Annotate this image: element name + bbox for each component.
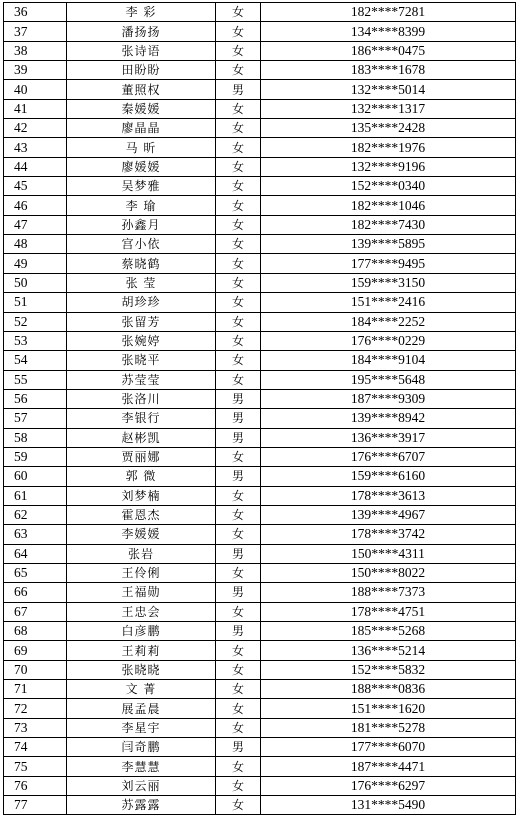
- phone-cell: 182****7430: [261, 215, 516, 234]
- gender-cell: 女: [216, 641, 261, 660]
- row-number-cell: 37: [4, 22, 67, 41]
- row-number-cell: 75: [4, 757, 67, 776]
- name-cell: 王福勋: [67, 583, 216, 602]
- table-row: [4, 293, 516, 312]
- table-row: [4, 22, 516, 41]
- table-row: [4, 138, 516, 157]
- gender-cell: 男: [216, 389, 261, 408]
- name-cell: 张晓晓: [67, 660, 216, 679]
- gender-cell: 女: [216, 757, 261, 776]
- table-row: [4, 196, 516, 215]
- row-number-cell: 73: [4, 718, 67, 737]
- row-number-cell: 46: [4, 196, 67, 215]
- gender-cell: 男: [216, 409, 261, 428]
- name-cell: 李银行: [67, 409, 216, 428]
- gender-cell: 女: [216, 177, 261, 196]
- gender-cell: 女: [216, 215, 261, 234]
- gender-cell: 女: [216, 138, 261, 157]
- gender-cell: 女: [216, 563, 261, 582]
- name-cell: 苏露露: [67, 796, 216, 815]
- name-cell: 闫奇鹏: [67, 738, 216, 757]
- roster-table-body: [4, 3, 516, 815]
- table-row: [4, 699, 516, 718]
- table-row: [4, 718, 516, 737]
- name-cell: 廖媛媛: [67, 157, 216, 176]
- table-row: [4, 583, 516, 602]
- table-row: [4, 525, 516, 544]
- gender-cell: 女: [216, 660, 261, 679]
- phone-cell: 183****1678: [261, 61, 516, 80]
- table-row: [4, 680, 516, 699]
- name-cell: 赵彬凯: [67, 428, 216, 447]
- gender-cell: 男: [216, 738, 261, 757]
- row-number-cell: 64: [4, 544, 67, 563]
- name-cell: 李媛媛: [67, 525, 216, 544]
- name-cell: 胡珍珍: [67, 293, 216, 312]
- table-row: [4, 215, 516, 234]
- table-row: [4, 61, 516, 80]
- table-row: [4, 3, 516, 22]
- phone-cell: 182****1976: [261, 138, 516, 157]
- gender-cell: 女: [216, 699, 261, 718]
- name-cell: 苏莹莹: [67, 370, 216, 389]
- name-cell: 宫小依: [67, 235, 216, 254]
- table-row: [4, 99, 516, 118]
- gender-cell: 男: [216, 583, 261, 602]
- row-number-cell: 71: [4, 680, 67, 699]
- row-number-cell: 54: [4, 351, 67, 370]
- phone-cell: 136****5214: [261, 641, 516, 660]
- row-number-cell: 50: [4, 273, 67, 292]
- name-cell: 文 菁: [67, 680, 216, 699]
- name-cell: 廖晶晶: [67, 119, 216, 138]
- gender-cell: 男: [216, 622, 261, 641]
- table-row: [4, 312, 516, 331]
- phone-cell: 152****0340: [261, 177, 516, 196]
- gender-cell: 女: [216, 99, 261, 118]
- table-row: [4, 622, 516, 641]
- row-number-cell: 39: [4, 61, 67, 80]
- gender-cell: 女: [216, 312, 261, 331]
- table-row: [4, 641, 516, 660]
- name-cell: 王莉莉: [67, 641, 216, 660]
- row-number-cell: 53: [4, 331, 67, 350]
- table-row: [4, 273, 516, 292]
- name-cell: 刘梦楠: [67, 486, 216, 505]
- phone-cell: 152****5832: [261, 660, 516, 679]
- table-row: [4, 738, 516, 757]
- row-number-cell: 55: [4, 370, 67, 389]
- table-row: [4, 544, 516, 563]
- phone-cell: 139****8942: [261, 409, 516, 428]
- row-number-cell: 41: [4, 99, 67, 118]
- gender-cell: 女: [216, 680, 261, 699]
- table-row: [4, 796, 516, 815]
- table-row: [4, 389, 516, 408]
- row-number-cell: 43: [4, 138, 67, 157]
- table-row: [4, 660, 516, 679]
- name-cell: 李星宇: [67, 718, 216, 737]
- table-row: [4, 157, 516, 176]
- row-number-cell: 76: [4, 776, 67, 795]
- name-cell: 孙鑫月: [67, 215, 216, 234]
- name-cell: 张 莹: [67, 273, 216, 292]
- row-number-cell: 69: [4, 641, 67, 660]
- row-number-cell: 77: [4, 796, 67, 815]
- table-row: [4, 41, 516, 60]
- phone-cell: 159****3150: [261, 273, 516, 292]
- row-number-cell: 57: [4, 409, 67, 428]
- gender-cell: 女: [216, 196, 261, 215]
- name-cell: 董照权: [67, 80, 216, 99]
- gender-cell: 女: [216, 3, 261, 22]
- table-row: [4, 505, 516, 524]
- name-cell: 吴梦雅: [67, 177, 216, 196]
- gender-cell: 女: [216, 776, 261, 795]
- phone-cell: 188****0836: [261, 680, 516, 699]
- gender-cell: 女: [216, 61, 261, 80]
- phone-cell: 134****8399: [261, 22, 516, 41]
- row-number-cell: 65: [4, 563, 67, 582]
- name-cell: 展孟晨: [67, 699, 216, 718]
- row-number-cell: 36: [4, 3, 67, 22]
- name-cell: 李慧慧: [67, 757, 216, 776]
- gender-cell: 女: [216, 41, 261, 60]
- row-number-cell: 52: [4, 312, 67, 331]
- phone-cell: 139****5895: [261, 235, 516, 254]
- name-cell: 霍恩杰: [67, 505, 216, 524]
- name-cell: 潘扬扬: [67, 22, 216, 41]
- phone-cell: 136****3917: [261, 428, 516, 447]
- phone-cell: 151****1620: [261, 699, 516, 718]
- name-cell: 马 昕: [67, 138, 216, 157]
- row-number-cell: 66: [4, 583, 67, 602]
- name-cell: 王伶俐: [67, 563, 216, 582]
- row-number-cell: 51: [4, 293, 67, 312]
- gender-cell: 女: [216, 254, 261, 273]
- gender-cell: 女: [216, 505, 261, 524]
- table-row: [4, 776, 516, 795]
- row-number-cell: 67: [4, 602, 67, 621]
- row-number-cell: 60: [4, 467, 67, 486]
- phone-cell: 139****4967: [261, 505, 516, 524]
- row-number-cell: 74: [4, 738, 67, 757]
- phone-cell: 182****7281: [261, 3, 516, 22]
- name-cell: 刘云丽: [67, 776, 216, 795]
- gender-cell: 女: [216, 602, 261, 621]
- phone-cell: 131****5490: [261, 796, 516, 815]
- gender-cell: 女: [216, 22, 261, 41]
- name-cell: 张诗语: [67, 41, 216, 60]
- phone-cell: 184****9104: [261, 351, 516, 370]
- gender-cell: 女: [216, 331, 261, 350]
- table-row: [4, 80, 516, 99]
- row-number-cell: 61: [4, 486, 67, 505]
- name-cell: 郭 微: [67, 467, 216, 486]
- row-number-cell: 49: [4, 254, 67, 273]
- gender-cell: 男: [216, 467, 261, 486]
- phone-cell: 195****5648: [261, 370, 516, 389]
- phone-cell: 132****5014: [261, 80, 516, 99]
- table-row: [4, 602, 516, 621]
- name-cell: 李 瑜: [67, 196, 216, 215]
- row-number-cell: 68: [4, 622, 67, 641]
- row-number-cell: 70: [4, 660, 67, 679]
- phone-cell: 177****6070: [261, 738, 516, 757]
- phone-cell: 188****7373: [261, 583, 516, 602]
- phone-cell: 176****0229: [261, 331, 516, 350]
- name-cell: 蔡晓鹤: [67, 254, 216, 273]
- name-cell: 白彦鹏: [67, 622, 216, 641]
- phone-cell: 151****2416: [261, 293, 516, 312]
- gender-cell: 女: [216, 351, 261, 370]
- phone-cell: 187****9309: [261, 389, 516, 408]
- phone-cell: 178****3613: [261, 486, 516, 505]
- phone-cell: 185****5268: [261, 622, 516, 641]
- phone-cell: 132****1317: [261, 99, 516, 118]
- table-row: [4, 331, 516, 350]
- gender-cell: 女: [216, 525, 261, 544]
- table-row: [4, 467, 516, 486]
- gender-cell: 女: [216, 796, 261, 815]
- row-number-cell: 63: [4, 525, 67, 544]
- phone-cell: 182****1046: [261, 196, 516, 215]
- table-row: [4, 563, 516, 582]
- row-number-cell: 47: [4, 215, 67, 234]
- table-row: [4, 428, 516, 447]
- name-cell: 张洛川: [67, 389, 216, 408]
- gender-cell: 女: [216, 718, 261, 737]
- table-row: [4, 351, 516, 370]
- table-row: [4, 370, 516, 389]
- name-cell: 秦媛媛: [67, 99, 216, 118]
- table-row: [4, 447, 516, 466]
- row-number-cell: 45: [4, 177, 67, 196]
- phone-cell: 150****4311: [261, 544, 516, 563]
- table-row: [4, 235, 516, 254]
- row-number-cell: 59: [4, 447, 67, 466]
- gender-cell: 男: [216, 544, 261, 563]
- gender-cell: 女: [216, 370, 261, 389]
- gender-cell: 男: [216, 80, 261, 99]
- gender-cell: 女: [216, 293, 261, 312]
- table-row: [4, 409, 516, 428]
- table-row: [4, 177, 516, 196]
- table-row: [4, 254, 516, 273]
- phone-cell: 186****0475: [261, 41, 516, 60]
- name-cell: 张岩: [67, 544, 216, 563]
- phone-cell: 132****9196: [261, 157, 516, 176]
- phone-cell: 181****5278: [261, 718, 516, 737]
- gender-cell: 女: [216, 486, 261, 505]
- phone-cell: 177****9495: [261, 254, 516, 273]
- roster-table: [3, 2, 516, 815]
- phone-cell: 187****4471: [261, 757, 516, 776]
- row-number-cell: 58: [4, 428, 67, 447]
- gender-cell: 女: [216, 447, 261, 466]
- name-cell: 张留芳: [67, 312, 216, 331]
- row-number-cell: 62: [4, 505, 67, 524]
- row-number-cell: 72: [4, 699, 67, 718]
- row-number-cell: 40: [4, 80, 67, 99]
- gender-cell: 男: [216, 428, 261, 447]
- phone-cell: 178****4751: [261, 602, 516, 621]
- name-cell: 贾丽娜: [67, 447, 216, 466]
- table-row: [4, 757, 516, 776]
- row-number-cell: 44: [4, 157, 67, 176]
- name-cell: 李 彩: [67, 3, 216, 22]
- row-number-cell: 38: [4, 41, 67, 60]
- name-cell: 张婉婷: [67, 331, 216, 350]
- row-number-cell: 56: [4, 389, 67, 408]
- name-cell: 田盼盼: [67, 61, 216, 80]
- table-row: [4, 486, 516, 505]
- phone-cell: 184****2252: [261, 312, 516, 331]
- phone-cell: 150****8022: [261, 563, 516, 582]
- row-number-cell: 42: [4, 119, 67, 138]
- table-row: [4, 119, 516, 138]
- phone-cell: 135****2428: [261, 119, 516, 138]
- roster-sheet: [3, 2, 516, 815]
- gender-cell: 女: [216, 119, 261, 138]
- phone-cell: 178****3742: [261, 525, 516, 544]
- name-cell: 王忠会: [67, 602, 216, 621]
- phone-cell: 176****6707: [261, 447, 516, 466]
- gender-cell: 女: [216, 157, 261, 176]
- row-number-cell: 48: [4, 235, 67, 254]
- gender-cell: 女: [216, 273, 261, 292]
- name-cell: 张晓平: [67, 351, 216, 370]
- phone-cell: 159****6160: [261, 467, 516, 486]
- gender-cell: 女: [216, 235, 261, 254]
- phone-cell: 176****6297: [261, 776, 516, 795]
